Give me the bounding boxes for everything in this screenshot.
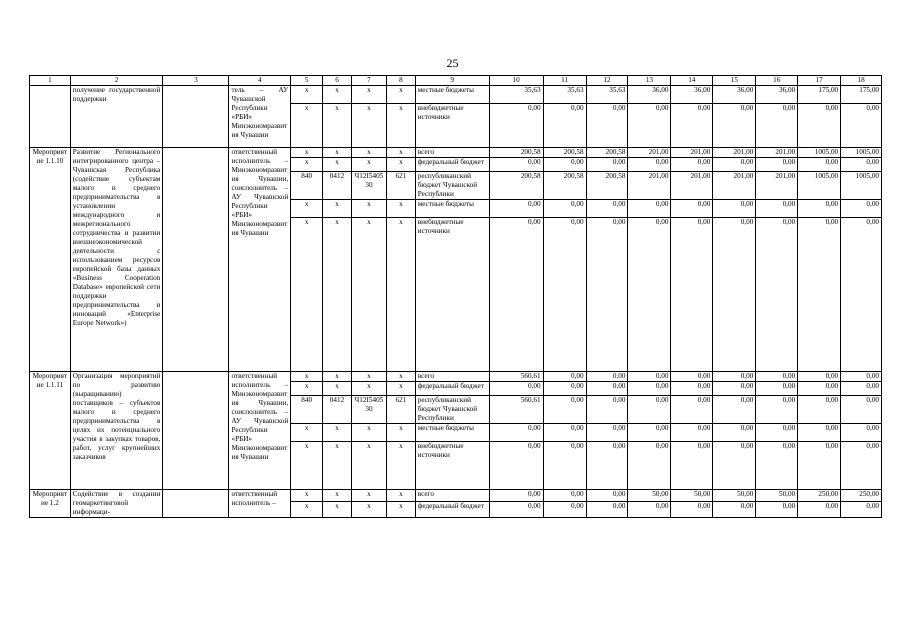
amount-cell: 0,00 — [756, 200, 798, 218]
grbs-code: х — [291, 200, 323, 218]
target-article-code: х — [351, 86, 386, 104]
amount-cell: 1005,00 — [841, 172, 882, 200]
amount-cell: 0,00 — [586, 104, 628, 148]
amount-cell: 0,00 — [756, 396, 798, 424]
funding-source: республиканский бюджет Чувашской Республики — [415, 172, 489, 200]
amount-cell: 0,00 — [628, 200, 671, 218]
header-cell-12: 12 — [586, 76, 628, 86]
amount-cell: 35,63 — [489, 86, 543, 104]
amount-cell: 0,00 — [713, 218, 756, 372]
amount-cell: 0,00 — [798, 396, 841, 424]
expense-type-code: х — [387, 104, 416, 148]
funding-source: всего — [415, 490, 489, 502]
measure-name: получение государственной поддержки — [70, 86, 163, 148]
target-article-code: х — [351, 382, 386, 396]
amount-cell: 0,00 — [671, 200, 713, 218]
amount-cell: 0,00 — [671, 218, 713, 372]
amount-cell: 0,00 — [543, 490, 586, 502]
grbs-code: 840 — [291, 172, 323, 200]
header-cell-2: 2 — [70, 76, 163, 86]
amount-cell: 0,00 — [713, 424, 756, 442]
section-code: х — [323, 104, 352, 148]
amount-cell: 0,00 — [628, 442, 671, 490]
header-cell-16: 16 — [756, 76, 798, 86]
amount-cell: 0,00 — [713, 200, 756, 218]
amount-cell: 0,00 — [671, 158, 713, 172]
amount-cell: 0,00 — [671, 104, 713, 148]
amount-cell: 0,00 — [671, 501, 713, 517]
amount-cell: 0,00 — [489, 442, 543, 490]
measure-number: Мероприятие 1.2 — [30, 490, 71, 518]
expense-type-code: х — [387, 501, 416, 517]
amount-cell: 175,00 — [798, 86, 841, 104]
expense-type-code: х — [387, 200, 416, 218]
amount-cell: 0,00 — [713, 501, 756, 517]
amount-cell: 0,00 — [671, 372, 713, 382]
amount-cell: 0,00 — [628, 218, 671, 372]
amount-cell: 0,00 — [543, 158, 586, 172]
amount-cell: 0,00 — [489, 200, 543, 218]
table-row — [30, 372, 882, 382]
grbs-code: х — [291, 218, 323, 372]
amount-cell: 35,63 — [543, 86, 586, 104]
amount-cell: 0,00 — [798, 424, 841, 442]
amount-cell: 0,00 — [798, 158, 841, 172]
amount-cell: 0,00 — [543, 200, 586, 218]
amount-cell: 0,00 — [713, 382, 756, 396]
amount-cell: 200,58 — [586, 148, 628, 158]
header-cell-13: 13 — [628, 76, 671, 86]
funding-source: местные бюджеты — [415, 424, 489, 442]
measure-executor: ответственный исполнитель – Минэкономразвития Чувашии, соисполнитель – АУ Чувашской Республики «РБИ» Минэкономразвития Чувашии — [229, 148, 291, 372]
amount-cell: 0,00 — [489, 382, 543, 396]
amount-cell: 0,00 — [586, 382, 628, 396]
section-code: х — [323, 200, 352, 218]
amount-cell: 250,00 — [841, 490, 882, 502]
amount-cell: 0,00 — [798, 218, 841, 372]
target-article-code: х — [351, 442, 386, 490]
amount-cell: 0,00 — [756, 442, 798, 490]
amount-cell: 50,00 — [671, 490, 713, 502]
header-cell-7: 7 — [351, 76, 386, 86]
amount-cell: 0,00 — [586, 490, 628, 502]
amount-cell: 0,00 — [586, 501, 628, 517]
amount-cell: 36,00 — [628, 86, 671, 104]
header-cell-15: 15 — [713, 76, 756, 86]
amount-cell: 36,00 — [671, 86, 713, 104]
expense-type-code: х — [387, 382, 416, 396]
amount-cell: 201,00 — [713, 148, 756, 158]
section-code: х — [323, 382, 352, 396]
header-row — [30, 76, 882, 86]
amount-cell: 35,63 — [586, 86, 628, 104]
amount-cell: 200,58 — [543, 172, 586, 200]
amount-cell: 0,00 — [671, 396, 713, 424]
amount-cell: 0,00 — [841, 218, 882, 372]
header-cell-3: 3 — [163, 76, 229, 86]
measure-col3 — [163, 490, 229, 518]
amount-cell: 0,00 — [798, 372, 841, 382]
target-article-code: х — [351, 200, 386, 218]
amount-cell: 0,00 — [586, 372, 628, 382]
amount-cell: 0,00 — [489, 104, 543, 148]
amount-cell: 0,00 — [586, 396, 628, 424]
amount-cell: 0,00 — [713, 158, 756, 172]
amount-cell: 0,00 — [841, 424, 882, 442]
amount-cell: 0,00 — [543, 372, 586, 382]
amount-cell: 0,00 — [671, 382, 713, 396]
funding-source: внебюджетные источники — [415, 218, 489, 372]
expense-type-code: х — [387, 424, 416, 442]
funding-source: всего — [415, 148, 489, 158]
amount-cell: 0,00 — [489, 218, 543, 372]
amount-cell: 201,00 — [671, 172, 713, 200]
header-cell-9: 9 — [415, 76, 489, 86]
amount-cell: 0,00 — [713, 372, 756, 382]
grbs-code: х — [291, 372, 323, 382]
amount-cell: 0,00 — [543, 218, 586, 372]
amount-cell: 201,00 — [756, 148, 798, 158]
amount-cell: 0,00 — [628, 382, 671, 396]
target-article-code: х — [351, 372, 386, 382]
expense-type-code: 621 — [387, 172, 416, 200]
grbs-code: х — [291, 104, 323, 148]
amount-cell: 200,58 — [543, 148, 586, 158]
section-code: х — [323, 442, 352, 490]
expense-type-code: х — [387, 490, 416, 502]
amount-cell: 0,00 — [756, 158, 798, 172]
header-cell-6: 6 — [323, 76, 352, 86]
funding-source: федеральный бюджет — [415, 501, 489, 517]
amount-cell: 560,61 — [489, 396, 543, 424]
amount-cell: 0,00 — [489, 158, 543, 172]
amount-cell: 0,00 — [756, 382, 798, 396]
amount-cell: 200,58 — [489, 172, 543, 200]
amount-cell: 0,00 — [586, 218, 628, 372]
amount-cell: 0,00 — [543, 104, 586, 148]
amount-cell: 0,00 — [713, 104, 756, 148]
amount-cell: 0,00 — [628, 501, 671, 517]
target-article-code: Ч12I540530 — [351, 172, 386, 200]
grbs-code: х — [291, 501, 323, 517]
amount-cell: 0,00 — [841, 501, 882, 517]
amount-cell: 0,00 — [628, 372, 671, 382]
target-article-code: х — [351, 148, 386, 158]
grbs-code: х — [291, 148, 323, 158]
amount-cell: 0,00 — [543, 424, 586, 442]
header-cell-5: 5 — [291, 76, 323, 86]
funding-source: республиканский бюджет Чувашской Республики — [415, 396, 489, 424]
amount-cell: 0,00 — [671, 424, 713, 442]
target-article-code: х — [351, 501, 386, 517]
header-cell-4: 4 — [229, 76, 291, 86]
amount-cell: 0,00 — [756, 372, 798, 382]
amount-cell: 0,00 — [489, 424, 543, 442]
amount-cell: 0,00 — [543, 442, 586, 490]
measure-number: Мероприятие 1.1.10 — [30, 148, 71, 372]
amount-cell: 201,00 — [756, 172, 798, 200]
amount-cell: 0,00 — [713, 442, 756, 490]
amount-cell: 0,00 — [628, 396, 671, 424]
measure-name: Содействие в создании геомаркетинговой информаци- — [70, 490, 163, 518]
section-code: х — [323, 490, 352, 502]
amount-cell: 200,58 — [586, 172, 628, 200]
expense-type-code: х — [387, 148, 416, 158]
funding-source: федеральный бюджет — [415, 158, 489, 172]
target-article-code: х — [351, 158, 386, 172]
amount-cell: 0,00 — [756, 501, 798, 517]
amount-cell: 50,00 — [628, 490, 671, 502]
measure-col3 — [163, 372, 229, 490]
amount-cell: 0,00 — [841, 442, 882, 490]
expense-type-code: х — [387, 158, 416, 172]
measure-number: Мероприятие 1.1.11 — [30, 372, 71, 490]
amount-cell: 1005,00 — [841, 148, 882, 158]
amount-cell: 0,00 — [841, 382, 882, 396]
section-code: х — [323, 86, 352, 104]
amount-cell: 0,00 — [756, 424, 798, 442]
measure-executor: ответственный исполнитель – — [229, 490, 291, 518]
measure-name: Организация мероприятий по развитию (выращиванию) поставщиков – субъектов малого и среднего предпринимательства в целях их потенциального участия в закупках товаров, работ, услуг крупнейших заказчиков — [70, 372, 163, 490]
funding-source: внебюджетные источники — [415, 442, 489, 490]
funding-source: местные бюджеты — [415, 86, 489, 104]
target-article-code: х — [351, 104, 386, 148]
target-article-code: х — [351, 490, 386, 502]
measure-col3 — [163, 86, 229, 148]
header-cell-1: 1 — [30, 76, 71, 86]
header-cell-18: 18 — [841, 76, 882, 86]
amount-cell: 0,00 — [586, 200, 628, 218]
amount-cell: 0,00 — [713, 396, 756, 424]
amount-cell: 0,00 — [841, 372, 882, 382]
header-cell-8: 8 — [387, 76, 416, 86]
section-code: х — [323, 424, 352, 442]
amount-cell: 0,00 — [798, 442, 841, 490]
amount-cell: 50,00 — [756, 490, 798, 502]
amount-cell: 0,00 — [489, 490, 543, 502]
amount-cell: 0,00 — [543, 396, 586, 424]
amount-cell: 0,00 — [628, 104, 671, 148]
amount-cell: 0,00 — [756, 104, 798, 148]
measure-number — [30, 86, 71, 148]
section-code: х — [323, 148, 352, 158]
amount-cell: 0,00 — [756, 218, 798, 372]
section-code: х — [323, 218, 352, 372]
amount-cell: 0,00 — [841, 158, 882, 172]
grbs-code: х — [291, 382, 323, 396]
header-cell-10: 10 — [489, 76, 543, 86]
header-cell-11: 11 — [543, 76, 586, 86]
expense-type-code: х — [387, 442, 416, 490]
page-number: 25 — [446, 56, 459, 70]
measure-executor: ответственный исполнитель – Минэкономразвития Чувашии, соисполнитель – АУ Чувашской Республики «РБИ» Минэкономразвития Чувашии — [229, 372, 291, 490]
section-code: 0412 — [323, 396, 352, 424]
measure-executor: тель – АУ Чувашской Республики «РБИ» Минэкономразвития Чувашии — [229, 86, 291, 148]
amount-cell: 175,00 — [841, 86, 882, 104]
amount-cell: 0,00 — [798, 104, 841, 148]
funding-source: всего — [415, 372, 489, 382]
amount-cell: 1005,00 — [798, 148, 841, 158]
amount-cell: 201,00 — [713, 172, 756, 200]
amount-cell: 201,00 — [671, 148, 713, 158]
grbs-code: х — [291, 158, 323, 172]
amount-cell: 0,00 — [841, 396, 882, 424]
amount-cell: 0,00 — [586, 442, 628, 490]
funding-source: федеральный бюджет — [415, 382, 489, 396]
amount-cell: 0,00 — [671, 442, 713, 490]
table-row — [30, 86, 882, 104]
amount-cell: 200,58 — [489, 148, 543, 158]
amount-cell: 0,00 — [628, 424, 671, 442]
funding-source: внебюджетные источники — [415, 104, 489, 148]
amount-cell: 201,00 — [628, 172, 671, 200]
expense-type-code: х — [387, 218, 416, 372]
amount-cell: 250,00 — [798, 490, 841, 502]
amount-cell: 0,00 — [628, 158, 671, 172]
grbs-code: х — [291, 86, 323, 104]
amount-cell: 560,61 — [489, 372, 543, 382]
expense-type-code: х — [387, 86, 416, 104]
budget-table — [29, 75, 882, 518]
funding-source: местные бюджеты — [415, 200, 489, 218]
grbs-code: х — [291, 424, 323, 442]
amount-cell: 0,00 — [489, 501, 543, 517]
amount-cell: 0,00 — [543, 501, 586, 517]
target-article-code: Ч12I540530 — [351, 396, 386, 424]
header-cell-14: 14 — [671, 76, 713, 86]
expense-type-code: х — [387, 372, 416, 382]
table-row — [30, 490, 882, 502]
section-code: х — [323, 501, 352, 517]
amount-cell: 0,00 — [586, 158, 628, 172]
grbs-code: х — [291, 442, 323, 490]
amount-cell: 0,00 — [798, 200, 841, 218]
amount-cell: 50,00 — [713, 490, 756, 502]
section-code: х — [323, 158, 352, 172]
amount-cell: 36,00 — [756, 86, 798, 104]
amount-cell: 0,00 — [586, 424, 628, 442]
amount-cell: 1005,00 — [798, 172, 841, 200]
target-article-code: х — [351, 218, 386, 372]
section-code: х — [323, 372, 352, 382]
grbs-code: х — [291, 490, 323, 502]
measure-name: Развитие Регионального интегрированного центра – Чувашская Республика (содействие субъектам малого и среднего предпринимательства в установлении международного и межрегионального сотрудничества и развитии внешнеэкономической деятельности с использованием ресурсов европейской базы данных «Business Cooperation Database» европейской сети поддержки предпринимательства и инноваций «Enterprise Europe Network») — [70, 148, 163, 372]
amount-cell: 0,00 — [798, 501, 841, 517]
measure-col3 — [163, 148, 229, 372]
amount-cell: 36,00 — [713, 86, 756, 104]
table-row — [30, 148, 882, 158]
amount-cell: 0,00 — [798, 382, 841, 396]
amount-cell: 0,00 — [841, 200, 882, 218]
section-code: 0412 — [323, 172, 352, 200]
amount-cell: 0,00 — [841, 104, 882, 148]
amount-cell: 201,00 — [628, 148, 671, 158]
amount-cell: 0,00 — [543, 382, 586, 396]
target-article-code: х — [351, 424, 386, 442]
header-cell-17: 17 — [798, 76, 841, 86]
grbs-code: 840 — [291, 396, 323, 424]
expense-type-code: 621 — [387, 396, 416, 424]
